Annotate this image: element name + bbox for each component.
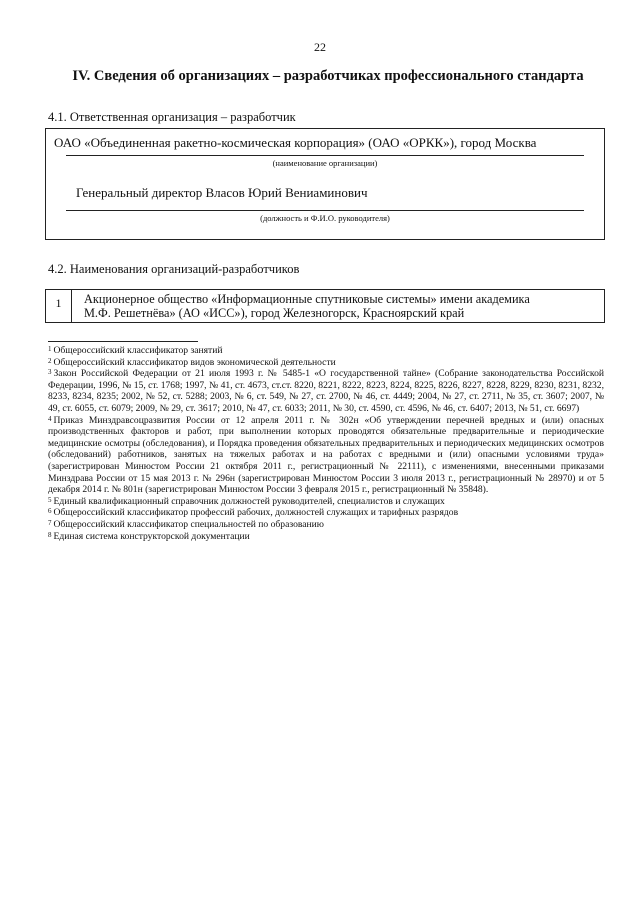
footnote-separator <box>48 341 198 342</box>
footnote-mark: 6 <box>48 507 52 516</box>
org-caption: (наименование организации) <box>272 158 378 168</box>
footnote-mark: 7 <box>48 518 52 527</box>
footnote-mark: 3 <box>48 368 52 377</box>
footnotes <box>48 345 604 542</box>
footnote-mark: 1 <box>48 345 52 353</box>
responsible-org-name: ОАО «Объединенная ракетно-космическая корпорация» (ОАО «ОРКК»), город Москва <box>54 135 537 150</box>
subsection-4-2-heading: 4.2. Наименования организаций-разработчиков <box>48 262 300 276</box>
footnote-text: Единая система конструкторской документации <box>53 530 250 542</box>
section-title: IV. Сведения об организациях – разработчиках профессионального стандарта <box>72 68 584 84</box>
footnote-mark: 8 <box>48 530 52 539</box>
developer-org-line: М.Ф. Решетнёва» (АО «ИСС»), город Железногорск, Красноярский край <box>84 306 465 320</box>
footnote-mark: 2 <box>48 356 52 365</box>
footnote-text: Закон Российской Федерации от 21 июля 1993 г. № 5485-1 «О государственной тайне» (Собрание законодательства Российской Федерации, 1996, № 15, ст. 1768; 1997, № 41, ст. 4673, ст.ст. 8220, 8221, 8222, 8223, 8224, 8225, 8226, 8227, 8228, 8229, 8230, 8231, 8232, 8233, 8234, 8235; 2002, № 52, ст. 5288; 2003, № 6, ст. 549, № 27, ст. 2700, № 46, ст. 4449; 2004, № 27, ст. 2711, № 35, ст. 3607; 2007, № 49, ст. 6055, ст. 6079; 2009, № 29, ст. 3617; 2010, № 47, ст. 6033; 2011, № 30, ст. 4590, ст. 4596, № 46, ст. 6407; 2013, № 51, ст. 6697) <box>48 368 604 414</box>
director-caption: (должность и Ф.И.О. руководителя) <box>260 213 390 223</box>
footnote-text: Общероссийский классификатор занятий <box>53 345 223 356</box>
footnote <box>48 519 604 531</box>
footnote-text: Приказ Минздравсоцразвития России от 12 апреля 2011 г. № 302н «Об утверждении перечней вредных и (или) опасных производственных факторов и работ, при выполнении которых проводятся обязательные предварительные и периодические медицинские осмотры (обследования), и Порядка проведения обязательных предварительных и периодических медицинских осмотров (обследований) работников, занятых на тяжелых работах и на работах с вредными и (или) опасными условиями труда» (зарегистрирован Минюстом России 21 октября 2011 г., регистрационный № 22111), с изменениями, внесенными приказами Минздрава России от 15 мая 2013 г. № 296н (зарегистрирован Минюстом России 3 июля 2013 г., регистрационный № 28970) и от 5 декабря 2014 г. № 801н (зарегистрирован Минюстом России 3 февраля 2015 г., регистрационный № 35848). <box>48 414 604 496</box>
subsection-4-1-heading: 4.1. Ответственная организация – разработчик <box>48 110 296 124</box>
director-line: Генеральный директор Власов Юрий Вениаминович <box>76 185 368 200</box>
director-underline <box>66 210 584 211</box>
footnote <box>48 415 604 496</box>
footnote-text: Общероссийский классификатор профессий рабочих, должностей служащих и тарифных разрядов <box>53 507 459 519</box>
footnote <box>48 531 604 543</box>
footnote <box>48 345 604 357</box>
footnote-text: Единый квалификационный справочник должностей руководителей, специалистов и служащих <box>53 495 445 507</box>
developer-org-text <box>84 292 598 320</box>
footnote <box>48 496 604 508</box>
footnote <box>48 357 604 369</box>
footnote-mark: 4 <box>48 414 52 423</box>
footnote <box>48 507 604 519</box>
developer-org-number: 1 <box>46 290 72 322</box>
responsible-org-box <box>45 128 605 240</box>
footnote-mark: 5 <box>48 495 52 504</box>
footnote-text: Общероссийский классификатор специальностей по образованию <box>53 518 324 530</box>
org-underline <box>66 155 584 156</box>
developer-org-row <box>45 289 605 323</box>
page-number: 22 <box>314 40 326 54</box>
footnote-text: Общероссийский классификатор видов экономической деятельности <box>53 356 336 368</box>
footnote <box>48 368 604 414</box>
developer-org-line: Акционерное общество «Информационные спутниковые системы» имени академика <box>84 292 530 306</box>
